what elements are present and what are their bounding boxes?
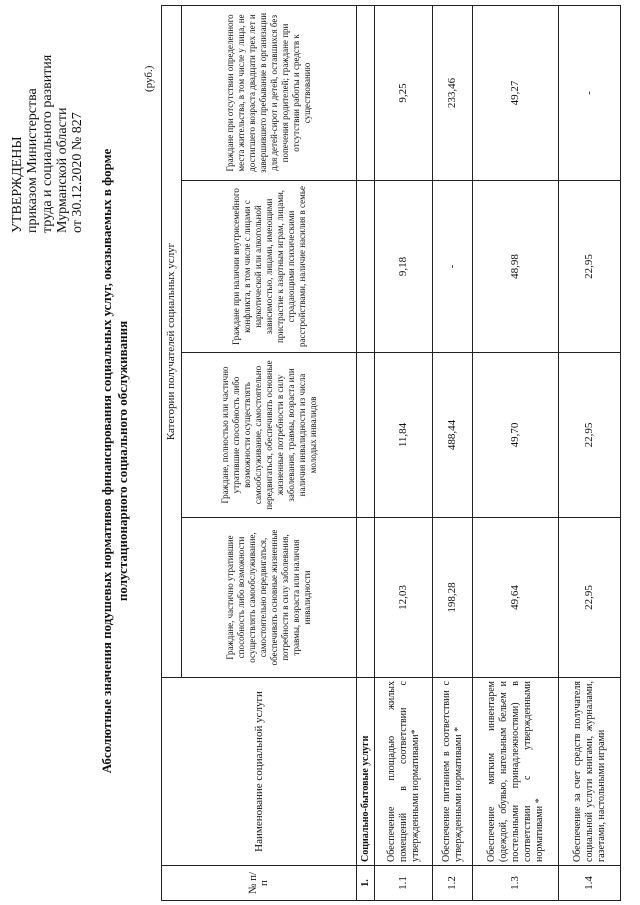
- table-row: [473, 5, 559, 900]
- section-name: Социально-бытовые услуги: [357, 678, 375, 866]
- col-name-header: Наименование социальной услуги: [162, 678, 357, 866]
- row-number: 1.1: [375, 866, 433, 901]
- empty-cell: [357, 518, 375, 678]
- category-3-header: Граждане при наличии внутрисемейного конфликта, в том числе с лицами с наркотической или алкогольной зависимостью, лицами, имеющими пристрастие к азартным играм, лицами, страдающими психическими расстройствами, наличие насилия в семье: [182, 181, 357, 353]
- table-row: [375, 5, 433, 900]
- norms-table: [161, 5, 621, 901]
- section-row: [357, 5, 375, 900]
- value-cell: 22,95: [559, 518, 621, 678]
- value-cell: 11,84: [375, 353, 433, 518]
- document-title: [99, 31, 131, 891]
- empty-cell: [357, 353, 375, 518]
- approval-block: [10, 3, 85, 233]
- value-cell: -: [433, 181, 473, 353]
- value-cell: 22,95: [559, 181, 621, 353]
- unit-label: (руб.): [143, 65, 155, 92]
- row-number: 1.3: [473, 866, 559, 901]
- approval-line: УТВЕРЖДЕНЫ: [10, 136, 25, 233]
- title-line-1: Абсолютные значения подушевых нормативов финансирования социальных услуг, оказываемых в форме: [99, 148, 114, 774]
- approval-line: приказом Министерства: [25, 88, 40, 233]
- approval-line: от 30.12.2020 № 827: [70, 112, 85, 233]
- table-row: [433, 5, 473, 900]
- table-row: [559, 5, 621, 900]
- category-2-header: Граждане, полностью или частично утратившие способность либо возможности осуществлять самообслуживание, самостоятельно передвигаться, обеспечивать основные жизненные потребности в силу заболевания, травмы, возраста или наличия инвалидности из числа молодых инвалидов: [182, 353, 357, 518]
- empty-cell: [357, 181, 375, 353]
- value-cell: 9,25: [375, 5, 433, 180]
- service-name: Обеспечение площадью жилых помещений в соответствии с утвержденными нормативами*: [375, 678, 433, 866]
- row-number: 1.4: [559, 866, 621, 901]
- col-no-header: № п/п: [162, 866, 357, 901]
- approval-line: Мурманской области: [55, 107, 70, 233]
- value-cell: 233,46: [433, 5, 473, 180]
- service-name: Обеспечение питанием в соответствии с утвержденными нормативами *: [433, 678, 473, 866]
- value-cell: 22,95: [559, 353, 621, 518]
- value-cell: 488,44: [433, 353, 473, 518]
- category-1-header: Граждане, частично утратившие способность либо возможности осуществлять самообслуживание, самостоятельно передвигаться, обеспечивать основные жизненные потребности в силу заболевания, травмы, возраста или наличия инвалидности: [182, 518, 357, 678]
- value-cell: 9,18: [375, 181, 433, 353]
- value-cell: 12,03: [375, 518, 433, 678]
- empty-cell: [357, 5, 375, 180]
- value-cell: -: [559, 5, 621, 180]
- row-number: 1.2: [433, 866, 473, 901]
- category-4-header: Граждане при отсутствии определенного места жительства, в том числе у лица, не достигшего возраста двадцати трех лет и завершившего пребывание в организации для детей-сирот и детей, оставшихся без попечения родителей; граждане при отсутствии работы и средств к существованию: [182, 5, 357, 180]
- header-row-1: [162, 5, 182, 900]
- category-header: Категории получателей социальных услуг: [162, 5, 182, 677]
- service-name: Обеспечение мягким инвентарем (одеждой, обувью, нательным бельем и постельными принадлежностями) в соответствии с утвержденными нормативами *: [473, 678, 559, 866]
- section-number: 1.: [357, 866, 375, 901]
- value-cell: 49,70: [473, 353, 559, 518]
- value-cell: 48,98: [473, 181, 559, 353]
- value-cell: 49,64: [473, 518, 559, 678]
- value-cell: 49,27: [473, 5, 559, 180]
- service-name: Обеспечение за счет средств получателя социальной услуги книгами, журналами, газетами, настольными играми: [559, 678, 621, 866]
- approval-line: труда и социального развития: [40, 54, 55, 233]
- value-cell: 198,28: [433, 518, 473, 678]
- title-line-2: полустационарного социального обслуживания: [115, 320, 130, 602]
